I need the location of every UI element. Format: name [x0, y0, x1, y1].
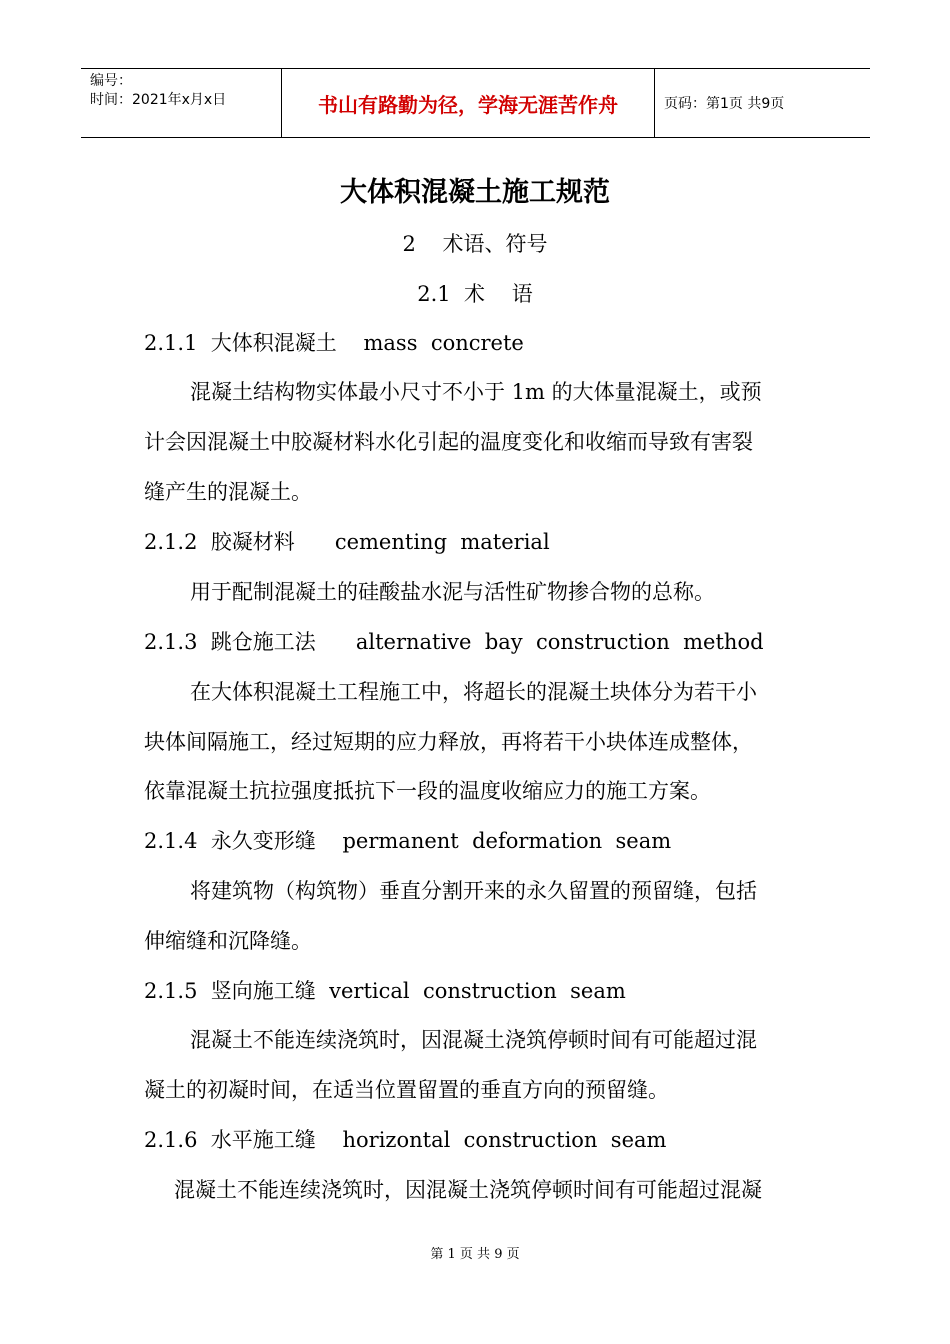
paragraph-line: 块体间隔施工，经过短期的应力释放，再将若干小块体连成整体，: [144, 730, 753, 754]
term-heading-2-1-3: 2.1.3 跳仓施工法 alternative bay construction method: [144, 630, 764, 654]
header-middle-cell: [282, 69, 655, 137]
paragraph-line: 在大体积混凝土工程施工中，将超长的混凝土块体分为若干小: [190, 680, 757, 704]
paragraph-line: 将建筑物（构筑物）垂直分割开来的永久留置的预留缝，包括: [190, 879, 757, 903]
header-left-cell: [81, 69, 282, 137]
paragraph-line: 用于配制混凝土的硅酸盐水泥与活性矿物掺合物的总称。: [190, 580, 715, 604]
document-number-label: 编号：: [90, 73, 132, 89]
term-heading-2-1-2: 2.1.2 胶凝材料 cementing material: [144, 530, 550, 554]
term-heading-2-1-1: 2.1.1 大体积混凝土 mass concrete: [144, 331, 524, 355]
document-time-label: 时间：2021年x月x日: [90, 92, 227, 108]
subsection-heading: 2.1 术 语: [417, 282, 533, 306]
term-heading-2-1-4: 2.1.4 永久变形缝 permanent deformation seam: [144, 829, 672, 853]
paragraph-line: 缝产生的混凝土。: [144, 480, 312, 504]
page-footer: 第 1 页 共 9 页: [430, 1247, 520, 1262]
header-motto: 书山有路勤为径，学海无涯苦作舟: [318, 93, 618, 117]
paragraph-line: 伸缩缝和沉降缝。: [144, 929, 312, 953]
document-title: 大体积混凝土施工规范: [340, 177, 610, 208]
term-heading-2-1-5: 2.1.5 竖向施工缝 vertical construction seam: [144, 979, 626, 1003]
paragraph-line: 依靠混凝土抗拉强度抵抗下一段的温度收缩应力的施工方案。: [144, 779, 711, 803]
header-page-info: 页码：第1页 共9页: [664, 96, 785, 112]
paragraph-line: 混凝土不能连续浇筑时，因混凝土浇筑停顿时间有可能超过混: [190, 1028, 757, 1052]
paragraph-line: 计会因混凝土中胶凝材料水化引起的温度变化和收缩而导致有害裂: [144, 430, 753, 454]
paragraph-line: 混凝土结构物实体最小尺寸不小于 1m 的大体量混凝土，或预: [190, 380, 762, 404]
paragraph-line: 凝土的初凝时间，在适当位置留置的垂直方向的预留缝。: [144, 1078, 669, 1102]
page-header: [81, 68, 870, 138]
term-heading-2-1-6: 2.1.6 水平施工缝 horizontal construction seam: [144, 1128, 667, 1152]
paragraph-line: 混凝土不能连续浇筑时，因混凝土浇筑停顿时间有可能超过混凝: [174, 1178, 762, 1202]
header-right-cell: [655, 69, 870, 137]
section-heading: 2 术语、符号: [402, 232, 548, 256]
